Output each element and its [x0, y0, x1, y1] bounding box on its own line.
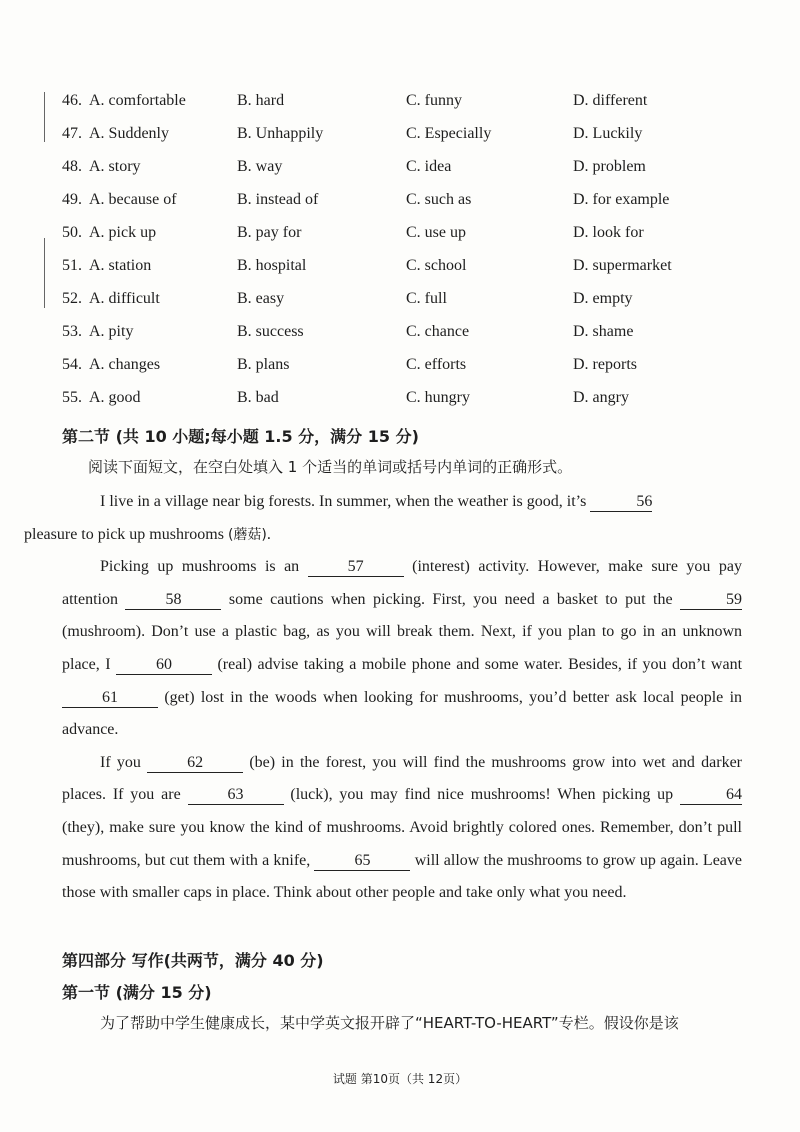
option-a[interactable]: A. good — [89, 389, 141, 406]
blank-62[interactable]: 62 — [147, 754, 243, 773]
option-c[interactable]: C. chance — [406, 323, 470, 340]
option-c[interactable]: C. use up — [406, 224, 466, 241]
option-row — [62, 257, 762, 290]
passage-paragraph: If you 62 (be) in the forest, you will find the mushrooms grow into wet and darker places. If you are 63 (luck), you may find nice mushrooms! When picking up 64 (they), make sure you know the kind of mushrooms. Avoid brightly colored ones. Remember, don’t pull mushrooms, but cut them with a knife, 65 will allow the mushrooms to grow up again. Leave those with smaller caps in place. Think about other people and take only what you need. — [62, 753, 743, 902]
option-row — [62, 191, 762, 224]
option-b[interactable]: B. hard — [237, 92, 285, 109]
question-number: 52. — [62, 290, 82, 307]
option-a[interactable]: A. story — [89, 158, 141, 175]
option-d[interactable]: D. Luckily — [573, 125, 643, 142]
option-row — [62, 158, 762, 191]
blank-64[interactable]: 64 — [680, 786, 742, 805]
option-a[interactable]: A. comfortable — [89, 92, 186, 109]
option-a[interactable]: A. difficult — [89, 290, 160, 307]
option-row — [62, 290, 762, 323]
option-b[interactable]: B. easy — [237, 290, 285, 307]
question-number: 50. — [62, 224, 82, 241]
option-b[interactable]: B. bad — [237, 389, 279, 406]
question-number: 49. — [62, 191, 82, 208]
option-b[interactable]: B. way — [237, 158, 283, 175]
blank-63[interactable]: 63 — [188, 786, 284, 805]
option-row — [62, 92, 762, 125]
option-c[interactable]: C. full — [406, 290, 447, 307]
option-b[interactable]: B. success — [237, 323, 304, 340]
cloze-passage — [24, 486, 743, 910]
blank-60[interactable]: 60 — [116, 656, 212, 675]
subsection-title: 第一节 (满分 15 分) — [62, 983, 212, 1002]
writing-prompt: 为了帮助中学生健康成长，某中学英文报开辟了“HEART-TO-HEART”专栏。假设你是该 — [100, 1014, 679, 1032]
option-row — [62, 224, 762, 257]
question-number: 53. — [62, 323, 82, 340]
question-number: 48. — [62, 158, 82, 175]
option-row — [62, 356, 762, 389]
blank-58[interactable]: 58 — [125, 591, 221, 610]
option-row — [62, 125, 762, 158]
option-c[interactable]: C. school — [406, 257, 467, 274]
option-c[interactable]: C. efforts — [406, 356, 467, 373]
option-d[interactable]: D. angry — [573, 389, 629, 406]
margin-mark — [44, 238, 45, 308]
question-number: 54. — [62, 356, 82, 373]
option-d[interactable]: D. problem — [573, 158, 646, 175]
option-d[interactable]: D. different — [573, 92, 648, 109]
option-b[interactable]: B. instead of — [237, 191, 319, 208]
option-c[interactable]: C. funny — [406, 92, 462, 109]
question-number: 46. — [62, 92, 82, 109]
blank-56[interactable]: 56 — [590, 493, 652, 512]
option-b[interactable]: B. pay for — [237, 224, 302, 241]
option-row — [62, 323, 762, 356]
blank-65[interactable]: 65 — [314, 852, 410, 871]
section-title: 第二节 (共 10 小题;每小题 1.5 分，满分 15 分) — [62, 427, 419, 446]
option-a[interactable]: A. station — [89, 257, 152, 274]
option-row — [62, 389, 762, 422]
option-b[interactable]: B. Unhappily — [237, 125, 324, 142]
option-a[interactable]: A. Suddenly — [89, 125, 169, 142]
part-title: 第四部分 写作(共两节，满分 40 分) — [62, 951, 324, 970]
option-c[interactable]: C. hungry — [406, 389, 470, 406]
passage-paragraph: Picking up mushrooms is an 57 (interest) activity. However, make sure you pay attention 58 some cautions when picking. First, you need a basket to put the 59 (mushroom). Don’t use a plastic bag, as you will break them. Next, if you plan to go in an unknown place, I 60 (real) advise taking a mobile phone and some water. Besides, if you don’t want 61 (get) lost in the woods when looking for mushrooms, you’d better ask local people in advance. — [62, 558, 743, 739]
option-b[interactable]: B. plans — [237, 356, 290, 373]
question-number: 55. — [62, 389, 82, 406]
blank-59[interactable]: 59 — [680, 591, 742, 610]
question-number: 47. — [62, 125, 82, 142]
blank-57[interactable]: 57 — [308, 558, 404, 577]
margin-mark — [44, 92, 45, 142]
option-a[interactable]: A. pity — [89, 323, 134, 340]
option-d[interactable]: D. empty — [573, 290, 633, 307]
option-b[interactable]: B. hospital — [237, 257, 307, 274]
option-a[interactable]: A. changes — [89, 356, 161, 373]
option-d[interactable]: D. reports — [573, 356, 637, 373]
option-d[interactable]: D. shame — [573, 323, 634, 340]
options-list — [62, 92, 762, 422]
blank-61[interactable]: 61 — [62, 689, 158, 708]
option-a[interactable]: A. pick up — [89, 224, 157, 241]
option-c[interactable]: C. idea — [406, 158, 452, 175]
section-instruction: 阅读下面短文，在空白处填入 1 个适当的单词或括号内单词的正确形式。 — [88, 458, 573, 476]
option-a[interactable]: A. because of — [89, 191, 177, 208]
option-d[interactable]: D. supermarket — [573, 257, 672, 274]
page-footer: 试题 第10页（共 12页） — [332, 1072, 468, 1086]
option-d[interactable]: D. for example — [573, 191, 670, 208]
passage-paragraph: I live in a village near big forests. In summer, when the weather is good, it’s 56 pleasure to pick up mushrooms (蘑菇). — [24, 493, 653, 543]
option-c[interactable]: C. Especially — [406, 125, 492, 142]
option-c[interactable]: C. such as — [406, 191, 472, 208]
question-number: 51. — [62, 257, 82, 274]
option-d[interactable]: D. look for — [573, 224, 644, 241]
